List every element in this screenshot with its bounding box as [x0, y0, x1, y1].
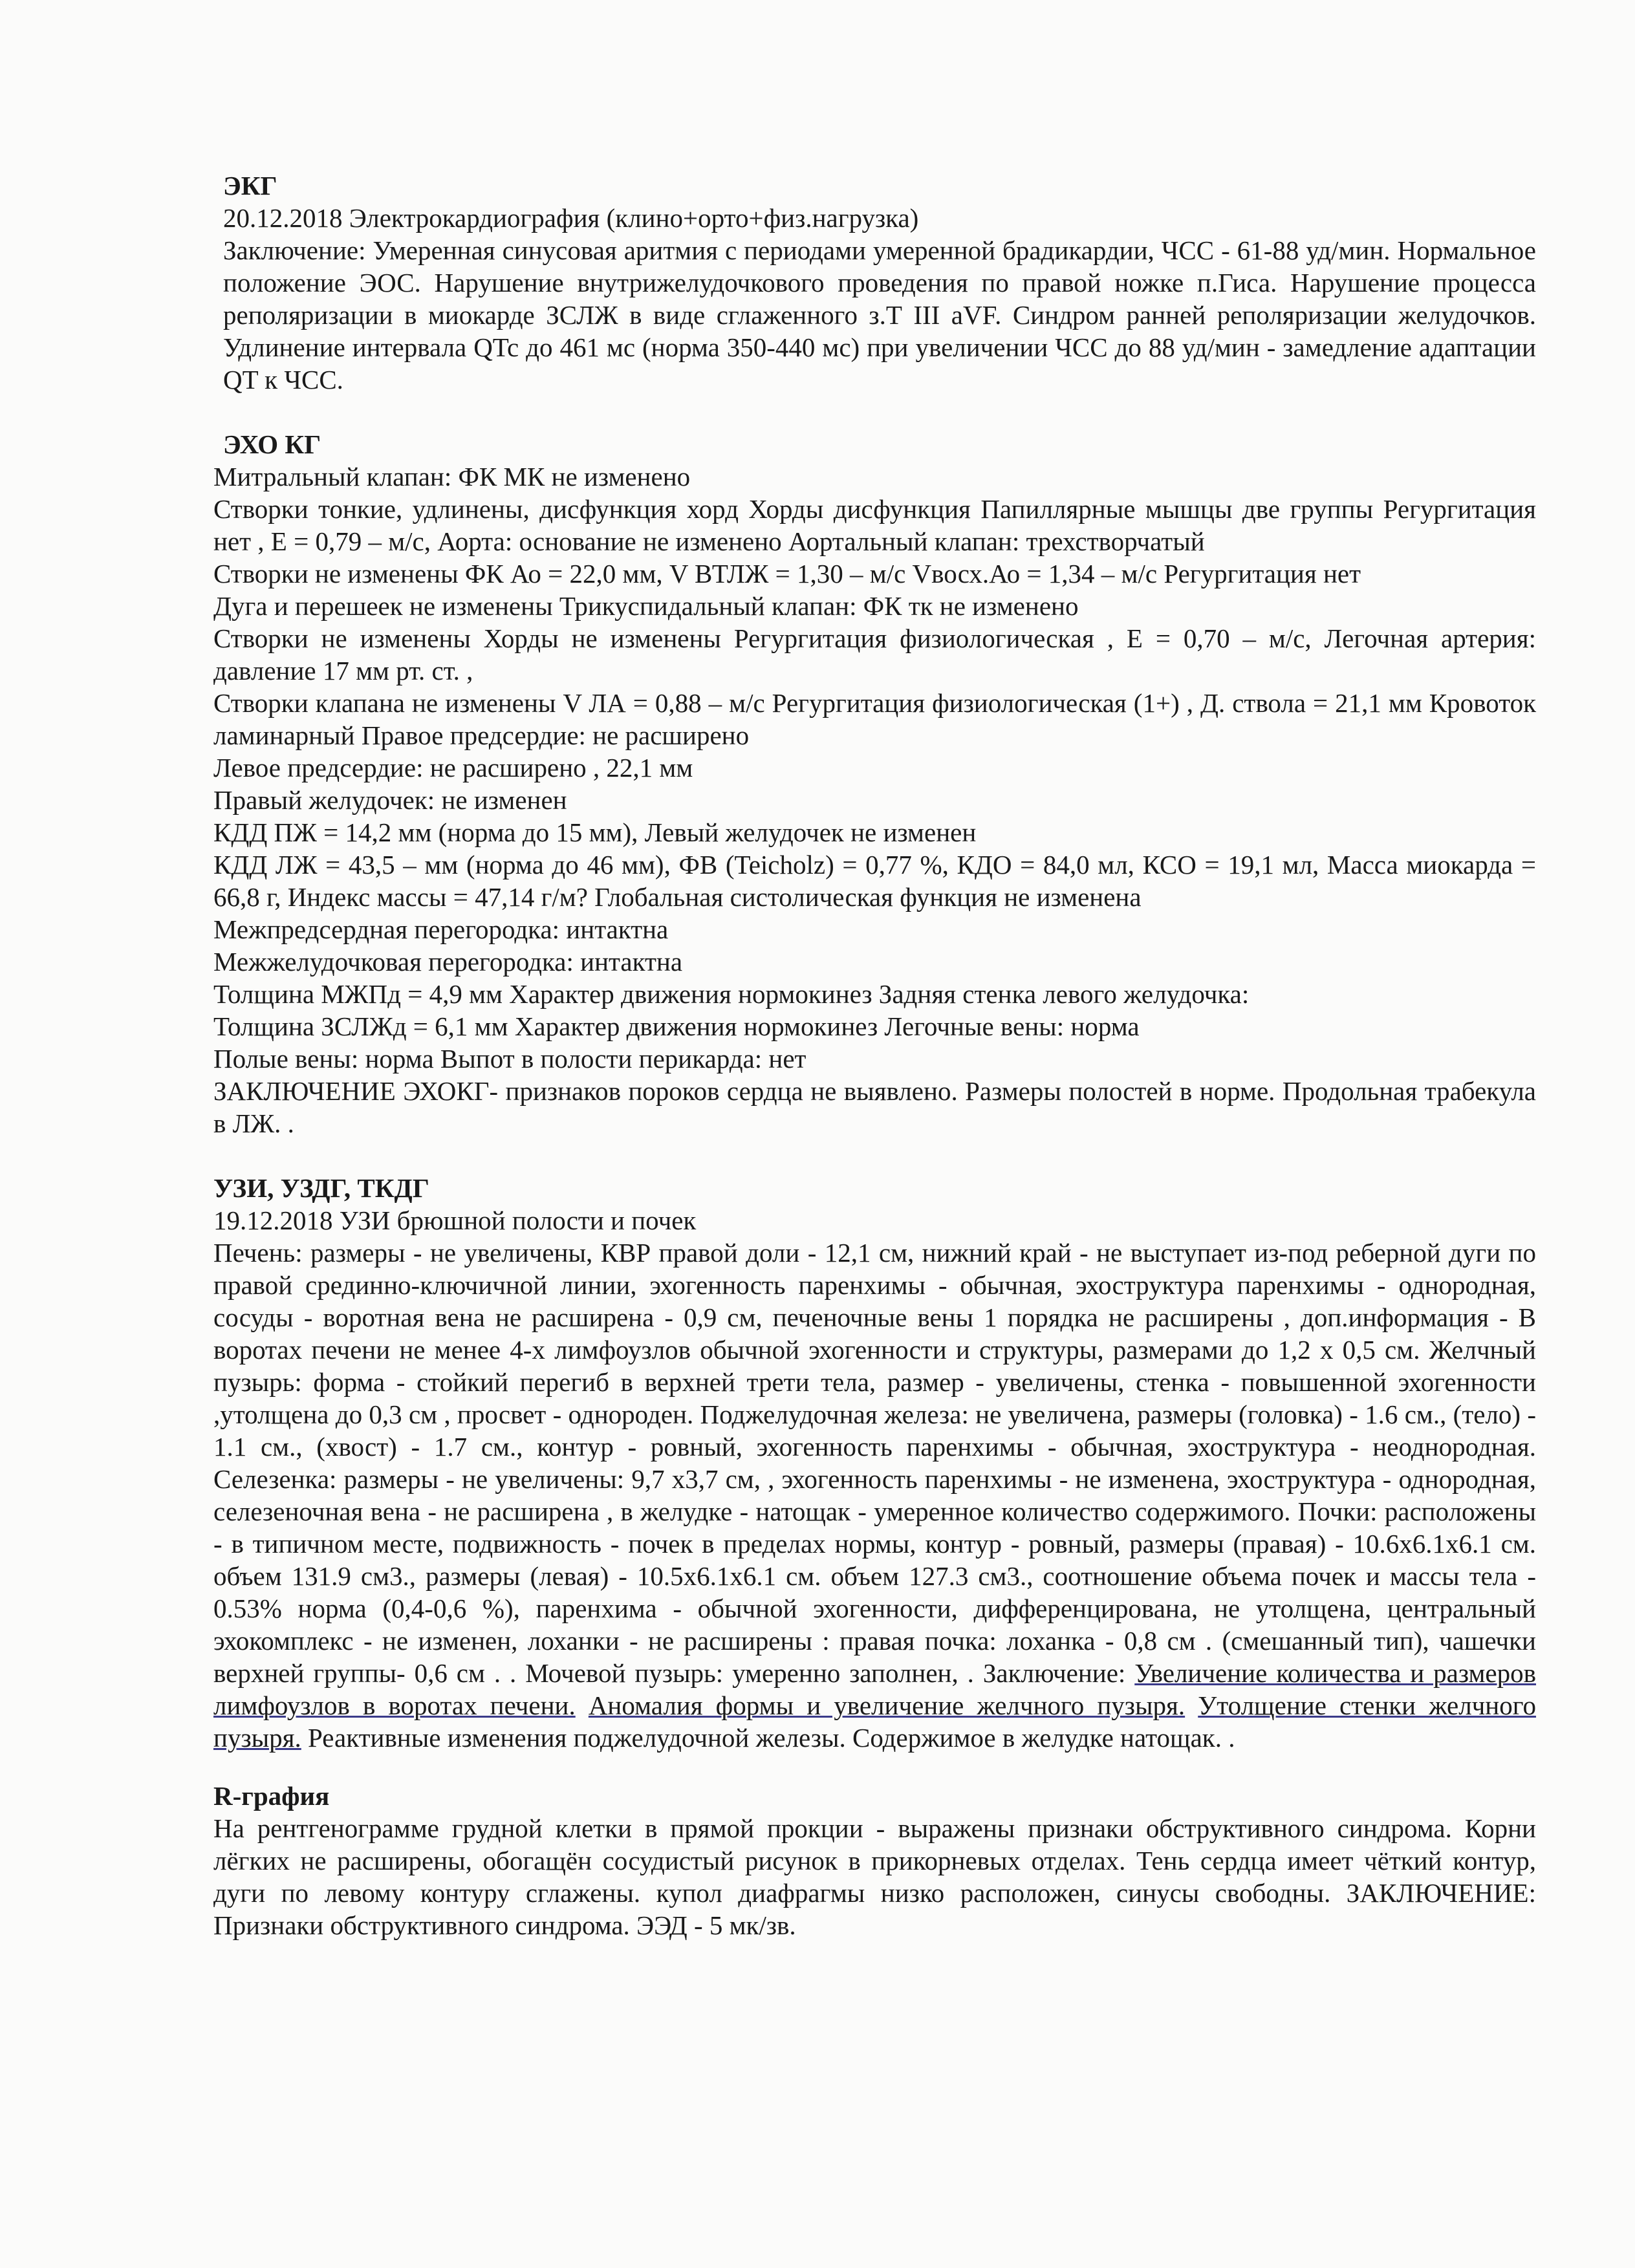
uzi-conclusion-underlined-3: Утолщение стенки желчного пузыря. [213, 1690, 1537, 1753]
echo-line: КДД ЛЖ = 43,5 – мм (норма до 46 мм), ФВ (Teicholz) = 0,77 %, КДО = 84,0 мл, КСО = 19,1 мл, Масса миокарда = 66,8 г, Индекс массы = 47,14 г/м? Глобальная систолическая функция не изменена [213, 850, 1536, 912]
uzi-heading: УЗИ, УЗДГ, ТКДГ [213, 1173, 429, 1203]
uzi-conclusion-underlined-1: Увеличение количества и размеров лимфоузлов в воротах печени. [213, 1658, 1536, 1720]
ekg-date-line: 20.12.2018 Электрокардиография (клино+орто+физ.нагрузка) [223, 203, 919, 233]
echo-line: КДД ПЖ = 14,2 мм (норма до 15 мм), Левый желудочек не изменен [213, 817, 977, 847]
section-ekg [223, 169, 1536, 396]
rgraph-heading: R-графия [213, 1781, 330, 1811]
echo-line: Полые вены: норма Выпот в полости перикарда: нет [213, 1044, 807, 1074]
section-uzi [213, 1172, 1536, 1754]
rgraph-body: На рентгенограмме грудной клетки в прямой прокции - выражены признаки обструктивного синдрома. Корни лёгких не расширены, обогащён сосудистый рисунок в прикорневых отделах. Тень сердца имеет чёткий контур, дуги по левому контуру сглажены. купол диафрагмы низко расположен, синусы свободны. ЗАКЛЮЧЕНИЕ: Признаки обструктивного синдрома. ЭЭД - 5 мк/зв. [213, 1813, 1536, 1940]
echo-line: Толщина МЖПд = 4,9 мм Характер движения нормокинез Задняя стенка левого желудочка: [213, 979, 1250, 1009]
echo-line: Створки клапана не изменены V ЛА = 0,88 – м/с Регургитация физиологическая (1+) , Д. ствола = 21,1 мм Кровоток ламинарный Правое предсердие: не расширено [213, 688, 1536, 750]
uzi-date-line: 19.12.2018 УЗИ брюшной полости и почек [213, 1205, 697, 1235]
echo-line: Митральный клапан: ФК МК не изменено [213, 462, 691, 491]
section-rgraph [213, 1780, 1536, 1941]
uzi-body-text: Печень: размеры - не увеличены, КВР правой доли - 12,1 см, нижний край - не выступает из-под реберной дуги по правой срединно-ключичной линии, эхогенность паренхимы - обычная, эхоструктура паренхимы - однородная, сосуды - воротная вена не расширена - 0,9 см, печеночные вены 1 порядка не расширены , доп.информация - В воротах печени не менее 4-х лимфоузлов обычной эхогенности и структуры, размерами до 1,2 х 0,5 см. Желчный пузырь: форма - стойкий перегиб в верхней трети тела, размер - увеличены, стенка - повышенной эхогенности ,утолщена до 0,3 см , просвет - однороден. Поджелудочная железа: не увеличена, размеры (головка) - 1.6 см., (тело) - 1.1 см., (хвост) - 1.7 см., контур - ровный, эхогенность паренхимы - обычная, эхоструктура - неоднородная. Селезенка: размеры - не увеличены: 9,7 х3,7 см, , эхогенность паренхимы - не изменена, эхоструктура - однородная, селезеночная вена - не расширена , в желудке - натощак - умеренное количество содержимого. Почки: расположены - в типичном месте, подвижность - почек в пределах нормы, контур - ровный, размеры (правая) - 10.6х6.1х6.1 см. объем 131.9 см3., размеры (левая) - 10.5х6.1х6.1 см. объем 127.3 см3., соотношение объема почек и массы тела - 0.53% норма (0,4-0,6 %), паренхима - обычной эхогенности, дифференцирована, не утолщена, центральный эхокомплекс - не изменен, лоханки - не расширены : правая почка: лоханка - 0,8 см . (смешанный тип), чашечки верхней группы- 0,6 см . . Мочевой пузырь: умеренно заполнен, . Заключение: [213, 1238, 1536, 1688]
echo-line: Толщина ЗСЛЖд = 6,1 мм Характер движения нормокинез Легочные вены: норма [213, 1011, 1140, 1041]
uzi-body [213, 1237, 1536, 1754]
ekg-conclusion: Заключение: Умеренная синусовая аритмия с периодами умеренной брадикардии, ЧСС - 61-88 уд/мин. Нормальное положение ЭОС. Нарушение внутрижелудочкового проведения по правой ножке п.Гиса. Нарушение процесса реполяризации в миокарде ЗСЛЖ в виде сглаженного з.Т III aVF. Синдром ранней реполяризации желудочков. Удлинение интервала QTc до 461 мс (норма 350-440 мс) при увеличении ЧСС до 88 уд/мин - замедление адаптации QT к ЧСС. [223, 235, 1536, 394]
uzi-conclusion-underlined-2: Аномалия формы и увеличение желчного пузыря. [588, 1690, 1186, 1720]
echo-line: Створки тонкие, удлинены, дисфункция хорд Хорды дисфункция Папиллярные мышцы две группы Регургитация нет , Е = 0,79 – м/с, Аорта: основание не изменено Аортальный клапан: трехстворчатый [213, 494, 1536, 556]
ekg-heading: ЭКГ [223, 171, 277, 200]
section-echo [213, 428, 1536, 1139]
echo-line: Левое предсердие: не расширено , 22,1 мм [213, 753, 693, 783]
echo-line: Створки не изменены Хорды не изменены Регургитация физиологическая , Е = 0,70 – м/с, Легочная артерия: давление 17 мм рт. ст. , [213, 623, 1536, 686]
echo-line: Створки не изменены ФК Ао = 22,0 мм, V ВТЛЖ = 1,30 – м/с Vвосх.Ао = 1,34 – м/с Регургитация нет [213, 559, 1361, 589]
echo-line: Межжелудочковая перегородка: интактна [213, 947, 683, 977]
echo-conclusion: ЗАКЛЮЧЕНИЕ ЭХОКГ- признаков пороков сердца не выявлено. Размеры полостей в норме. Продольная трабекула в ЛЖ. . [213, 1076, 1536, 1138]
uzi-conclusion-tail: Реактивные изменения поджелудочной железы. Содержимое в желудке натощак. . [308, 1723, 1235, 1753]
echo-heading: ЭХО КГ [223, 429, 321, 459]
document-body [213, 169, 1536, 1974]
echo-line: Правый желудочек: не изменен [213, 785, 567, 815]
echo-line: Межпредсердная перегородка: интактна [213, 914, 669, 944]
echo-line: Дуга и перешеек не изменены Трикуспидальный клапан: ФК тк не изменено [213, 591, 1079, 621]
